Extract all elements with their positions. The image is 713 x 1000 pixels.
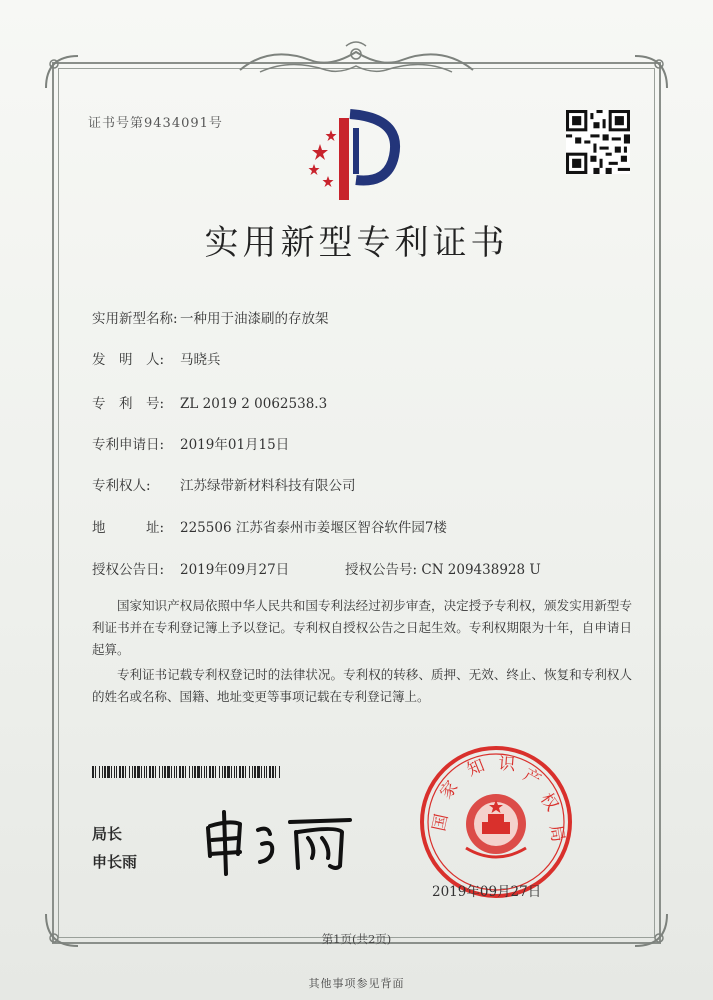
certificate-paragraph-1: 国家知识产权局依照中华人民共和国专利法经过初步审查，决定授予专利权，颁发实用新型专利证书并在专利登记簿上予以登记。专利权自授权公告之日起生效。专利权期限为十年，自申请日起算。 — [92, 598, 632, 657]
page-number: 第1页(共2页) — [321, 932, 392, 946]
inventor-label: 发 明 人: — [92, 352, 165, 368]
utility-name-row — [92, 307, 329, 327]
address-row — [92, 516, 447, 536]
certificate-number: 证书号第9434091号 — [88, 116, 223, 131]
seal-char-4: 识 — [497, 754, 517, 776]
filing-date-label: 专利申请日: — [92, 437, 165, 453]
qr-code-icon — [566, 110, 630, 174]
patent-number-label: 专 利 号: — [92, 396, 165, 412]
filing-date-row — [92, 433, 289, 453]
announce-number-row — [345, 558, 541, 578]
certificate-paragraph-2: 专利证书记载专利权登记时的法律状况。专利权的转移、质押、无效、终止、恢复和专利权人的姓名或名称、国籍、地址变更等事项记载在专利登记簿上。 — [92, 667, 632, 704]
inventor-value: 马晓兵 — [180, 352, 221, 368]
announce-date-value: 2019年09月27日 — [180, 562, 290, 578]
seal-date: 2019年09月27日 — [432, 884, 542, 900]
certificate-title: 实用新型专利证书 — [204, 223, 509, 263]
director-name: 申长雨 — [92, 853, 138, 871]
patent-office-logo-icon — [298, 104, 410, 206]
patent-number-value: ZL 2019 2 0062538.3 — [180, 396, 328, 412]
barcode-icon — [92, 766, 282, 778]
director-signature-icon — [200, 808, 360, 878]
seal-char-2: 家 — [436, 777, 463, 804]
corner-ornament-icon — [42, 52, 82, 92]
announce-number-value: CN 209438928 U — [421, 562, 541, 578]
announce-number-label: 授权公告号: — [345, 562, 418, 578]
inventor-row — [92, 348, 221, 368]
filing-date-value: 2019年01月15日 — [180, 437, 290, 453]
utility-name-value: 一种用于油漆刷的存放架 — [180, 311, 329, 327]
patentee-row — [92, 474, 356, 494]
top-ornament-icon — [230, 40, 483, 84]
patentee-value: 江苏绿带新材料科技有限公司 — [180, 478, 356, 494]
address-label: 地 址: — [92, 520, 165, 536]
seal-char-3: 知 — [464, 755, 488, 781]
patentee-label: 专利权人: — [92, 478, 151, 494]
seal-char-6: 权 — [535, 789, 562, 815]
corner-ornament-icon — [631, 52, 671, 92]
seal-char-1: 国 — [429, 812, 453, 834]
announce-date-label: 授权公告日: — [92, 562, 165, 578]
official-seal-icon — [418, 744, 574, 900]
announce-date-row — [92, 558, 289, 578]
footer-note: 其他事项参见背面 — [308, 977, 405, 990]
director-title: 局长 — [92, 825, 123, 843]
patent-number-row — [92, 392, 327, 412]
seal-char-7: 局 — [545, 823, 568, 844]
seal-char-5: 产 — [519, 765, 545, 791]
utility-name-label: 实用新型名称: — [92, 311, 178, 327]
address-value: 225506 江苏省泰州市姜堰区智谷软件园7楼 — [180, 520, 447, 536]
